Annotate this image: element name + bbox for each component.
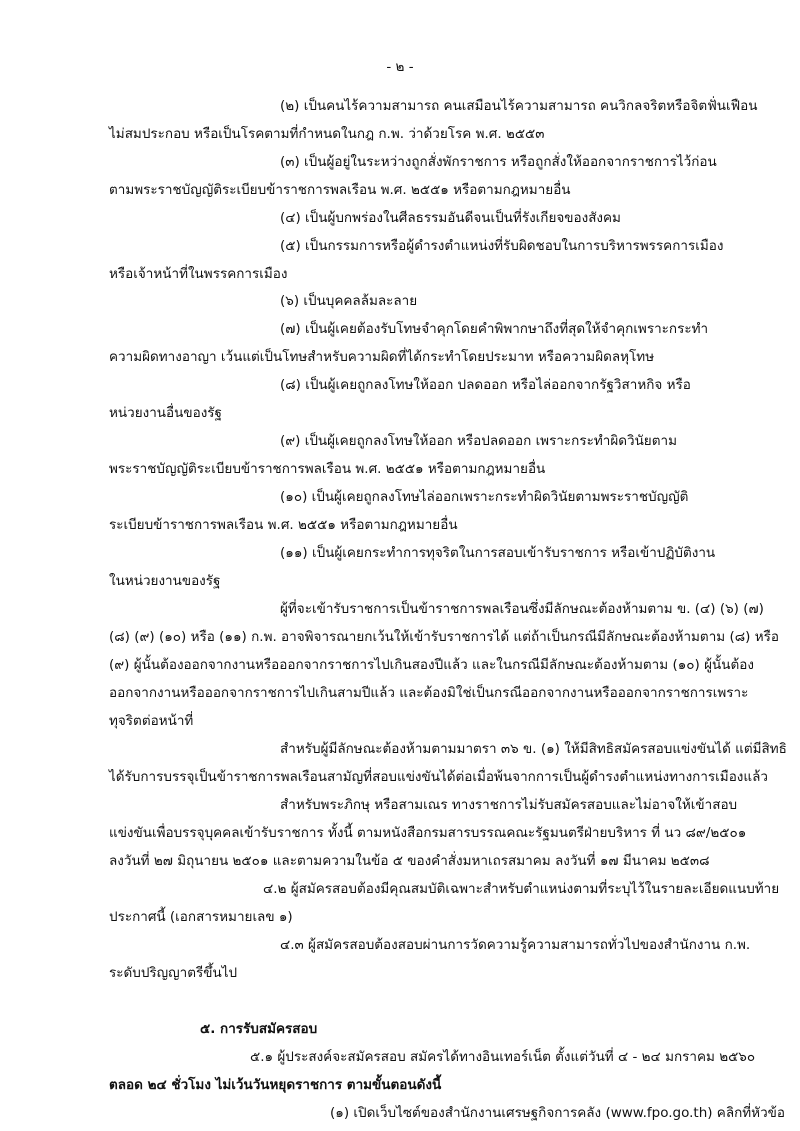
text-line: ประกาศนี้ (เอกสารหมายเลข ๑) xyxy=(109,909,293,925)
text-line: (๑๑) เป็นผู้เคยกระทำการทุจริตในการสอบเข้ารับราชการ หรือเข้าปฏิบัติงาน xyxy=(280,545,716,561)
text-line: (๕) เป็นกรรมการหรือผู้ดำรงตำแหน่งที่รับผิดชอบในการบริหารพรรคการเมือง xyxy=(280,238,724,254)
text-line: ผู้ที่จะเข้ารับราชการเป็นข้าราชการพลเรือนซึ่งมีลักษณะต้องห้ามตาม ข. (๔) (๖) (๗) xyxy=(280,601,764,617)
text-line: ๔.๓ ผู้สมัครสอบต้องสอบผ่านการวัดความรู้ความสามารถทั่วไปของสำนักงาน ก.พ. xyxy=(280,937,751,953)
section-heading: ๕. การรับสมัครสอบ xyxy=(200,1021,318,1037)
text-line: ระเบียบข้าราชการพลเรือน พ.ศ. ๒๕๕๑ หรือตามกฎหมายอื่น xyxy=(109,517,458,533)
text-line: (๒) เป็นคนไร้ความสามารถ คนเสมือนไร้ความสามารถ คนวิกลจริตหรือจิตฟั่นเฟือน xyxy=(280,98,758,114)
text-line: (๖) เป็นบุคคลล้มละลาย xyxy=(280,293,418,309)
text-line: (๘) เป็นผู้เคยถูกลงโทษให้ออก ปลดออก หรือไล่ออกจากรัฐวิสาหกิจ หรือ xyxy=(280,377,691,393)
text-line: (๘) (๙) (๑๐) หรือ (๑๑) ก.พ. อาจพิจารณายกเว้นให้เข้ารับราชการได้ แต่ถ้าเป็นกรณีมีลักษณะต้องห้ามตาม (๘) หรือ xyxy=(109,629,779,645)
text-line: ๔.๒ ผู้สมัครสอบต้องมีคุณสมบัติเฉพาะสำหรับตำแหน่งตามที่ระบุไว้ในรายละเอียดแนบท้าย xyxy=(263,881,780,897)
text-line: (๔) เป็นผู้บกพร่องในศีลธรรมอันดีจนเป็นที่รังเกียจของสังคม xyxy=(280,210,621,226)
text-line: ตลอด ๒๔ ชั่วโมง ไม่เว้นวันหยุดราชการ ตามขั้นตอนดังนี้ xyxy=(109,1077,442,1093)
text-line: ทุจริตต่อหน้าที่ xyxy=(109,713,194,729)
text-line: แข่งขันเพื่อบรรจุบุคคลเข้ารับราชการ ทั้งนี้ ตามหนังสือกรมสารบรรณคณะรัฐมนตรีฝ่ายบริหาร ที่ นว ๘๙/๒๕๐๑ xyxy=(109,825,747,841)
text-line: ออกจากงานหรือออกจากราชการไปเกินสามปีแล้ว และต้องมิใช่เป็นกรณีออกจากงานหรือออกจากราชการเพราะ xyxy=(109,685,749,701)
text-line: ความผิดทางอาญา เว้นแต่เป็นโทษสำหรับความผิดที่ได้กระทำโดยประมาท หรือความผิดลหุโทษ xyxy=(109,349,655,365)
text-line: หรือเจ้าหน้าที่ในพรรคการเมือง xyxy=(109,266,288,282)
text-line: (๑) เปิดเว็บไซต์ของสำนักงานเศรษฐกิจการคลัง (www.fpo.go.th) คลิกที่หัวข้อ xyxy=(330,1105,785,1121)
text-line: (๗) เป็นผู้เคยต้องรับโทษจำคุกโดยคำพิพากษาถึงที่สุดให้จำคุกเพราะกระทำ xyxy=(280,321,709,337)
text-line: (๓) เป็นผู้อยู่ในระหว่างถูกสั่งพักราชการ หรือถูกสั่งให้ออกจากราชการไว้ก่อน xyxy=(280,154,717,170)
text-line: (๙) ผู้นั้นต้องออกจากงานหรือออกจากราชการไปเกินสองปีแล้ว และในกรณีมีลักษณะต้องห้ามตาม (๑๐) ผู้นั้นต้อง xyxy=(109,657,754,673)
text-line: สำหรับผู้มีลักษณะต้องห้ามตามมาตรา ๓๖ ข. (๑) ให้มีสิทธิสมัครสอบแข่งขันได้ แต่มีสิทธิ xyxy=(280,741,787,757)
text-line: สำหรับพระภิกษุ หรือสามเณร ทางราชการไม่รับสมัครสอบและไม่อาจให้เข้าสอบ xyxy=(280,797,738,813)
text-line: (๙) เป็นผู้เคยถูกลงโทษให้ออก หรือปลดออก เพราะกระทำผิดวินัยตาม xyxy=(280,433,677,449)
text-line: พระราชบัญญัติระเบียบข้าราชการพลเรือน พ.ศ. ๒๕๕๑ หรือตามกฎหมายอื่น xyxy=(109,461,546,477)
text-line: ในหน่วยงานของรัฐ xyxy=(109,573,221,589)
text-line: หน่วยงานอื่นของรัฐ xyxy=(109,405,222,421)
text-line: (๑๐) เป็นผู้เคยถูกลงโทษไล่ออกเพราะกระทำผิดวินัยตามพระราชบัญญัติ xyxy=(280,489,689,505)
text-line: ตามพระราชบัญญัติระเบียบข้าราชการพลเรือน พ.ศ. ๒๕๕๑ หรือตามกฎหมายอื่น xyxy=(109,182,571,198)
text-line: ได้รับการบรรจุเป็นข้าราชการพลเรือนสามัญที่สอบแข่งขันได้ต่อเมื่อพ้นจากการเป็นผู้ดำรงตำแหน่งทางการเมืองแล้ว xyxy=(109,769,768,785)
page-number: - ๒ - xyxy=(386,59,414,75)
text-line: ๕.๑ ผู้ประสงค์จะสมัครสอบ สมัครได้ทางอินเทอร์เน็ต ตั้งแต่วันที่ ๔ - ๒๔ มกราคม ๒๕๖๐ xyxy=(250,1049,756,1065)
text-line: ไม่สมประกอบ หรือเป็นโรคตามที่กำหนดในกฎ ก.พ. ว่าด้วยโรค พ.ศ. ๒๕๕๓ xyxy=(109,126,545,142)
text-line: ระดับปริญญาตรีขึ้นไป xyxy=(109,965,238,981)
text-line: ลงวันที่ ๒๗ มิถุนายน ๒๕๐๑ และตามความในข้อ ๕ ของคำสั่งมหาเถรสมาคม ลงวันที่ ๑๗ มีนาคม ๒๕๓๘ xyxy=(109,853,710,869)
